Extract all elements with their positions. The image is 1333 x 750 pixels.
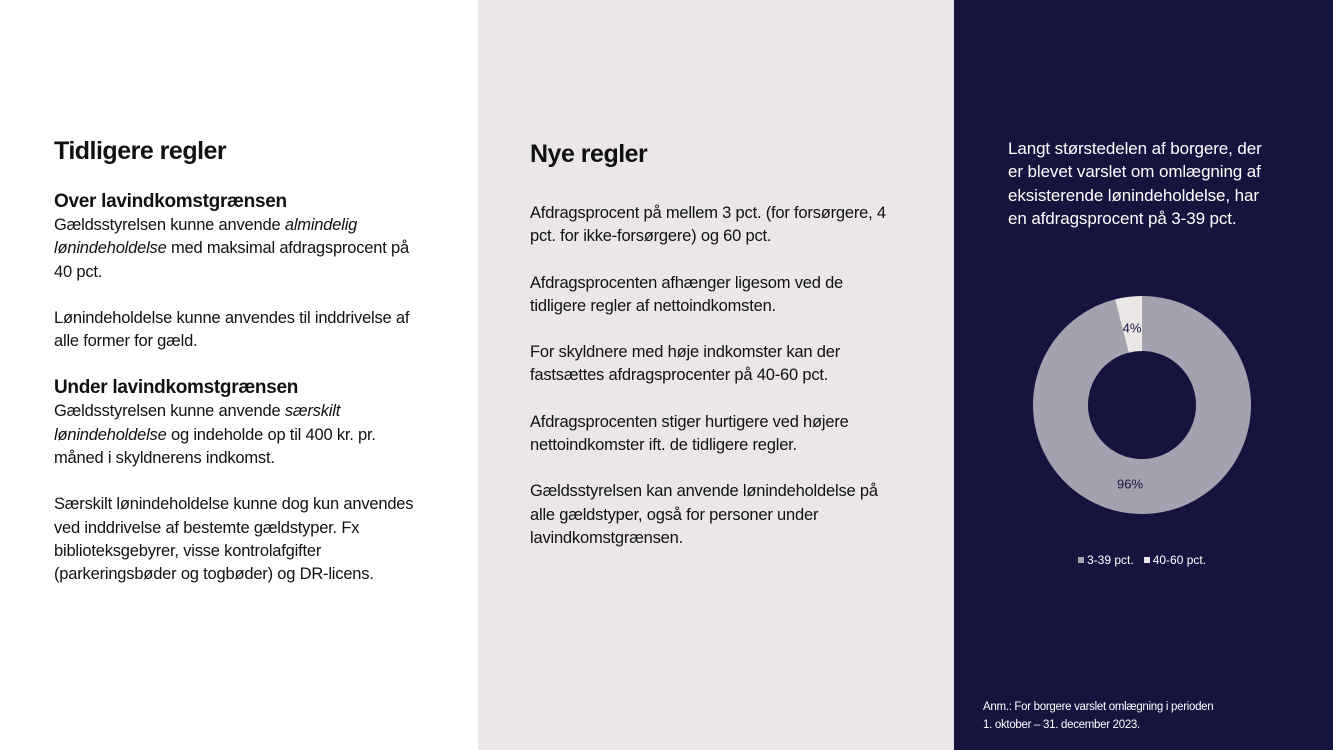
over-p1-text-b: med maksimal afdragsprocent på 40 pct.: [54, 239, 409, 281]
slice-label-3-39: 96%: [1116, 476, 1144, 492]
legend-item-40-60: [1144, 553, 1206, 567]
left-content: [54, 190, 414, 587]
over-p1-emphasis: almindelig lønindeholdelse: [54, 216, 358, 258]
middle-paragraph: Afdragsprocenten afhænger ligesom ved de tidligere regler af nettoindkomsten.: [530, 273, 844, 315]
legend-swatch-3-39: [1078, 557, 1084, 563]
legend-label-40-60: 40-60 pct.: [1152, 553, 1207, 567]
middle-content: [530, 202, 900, 550]
over-p1-text-a: Gældsstyrelsen kunne anvende: [54, 216, 285, 234]
middle-paragraph: Afdragsprocenten stiger hurtigere ved højere nettoindkomster ift. de tidligere regler.: [530, 412, 849, 455]
slice-label-40-60: 4%: [1122, 320, 1142, 336]
middle-title: Nye regler: [530, 140, 648, 168]
chart-heading: Langt størstedelen af borgere, der er blevet varslet om omlægning af eksisterende lønindeholdelse, har en afdragsprocent på 3-39 pct.: [1008, 139, 1262, 228]
over-paragraph-1: [54, 214, 414, 284]
under-paragraph-2: Særskilt lønindeholdelse kunne dog kun anvendes ved inddrivelse af bestemte gældstyper. Fx biblioteksgebyrer, visse kontrolafgifter (parkeringsbøder og togbøder) og DR-licens.: [54, 495, 414, 584]
under-heading: Under lavindkomstgrænsen: [54, 377, 299, 399]
under-p1-text-b: og indeholde op til 400 kr. pr. måned i skyldnerens indkomst.: [54, 425, 376, 468]
under-p1-text-a: Gældsstyrelsen kunne anvende: [54, 402, 285, 421]
donut-chart: [954, 0, 1333, 750]
under-p1-emphasis: særskilt lønindeholdelse: [54, 402, 341, 444]
left-title: Tidligere regler: [54, 137, 227, 165]
legend-swatch-40-60: [1144, 557, 1150, 563]
note-line-2: 1. oktober – 31. december 2023.: [983, 719, 1140, 731]
middle-panel: [478, 0, 954, 750]
over-heading: Over lavindkomstgrænsen: [54, 191, 287, 212]
note-line-1: Anm.: For borgere varslet omlægning i perioden: [983, 701, 1214, 713]
legend-item-3-39: [1078, 553, 1134, 567]
chart-panel: [954, 0, 1333, 750]
left-panel: [0, 0, 478, 750]
middle-paragraph: For skyldnere med høje indkomster kan der fastsættes afdragsprocenter på 40-60 pct.: [530, 343, 841, 385]
chart-note: [983, 698, 1213, 734]
legend-label-3-39: 3-39 pct.: [1087, 553, 1134, 567]
middle-paragraph: Gældsstyrelsen kan anvende lønindeholdelse på alle gældstyper, også for personer under lavindkomstgrænsen.: [530, 482, 878, 547]
middle-paragraph: Afdragsprocent på mellem 3 pct. (for forsørgere, 4 pct. for ikke-forsørgere) og 60 pct.: [530, 204, 886, 246]
chart-legend: [1078, 553, 1206, 567]
under-paragraph-1: [54, 400, 414, 470]
over-paragraph-2: Lønindeholdelse kunne anvendes til inddrivelse af alle former for gæld.: [54, 308, 410, 351]
